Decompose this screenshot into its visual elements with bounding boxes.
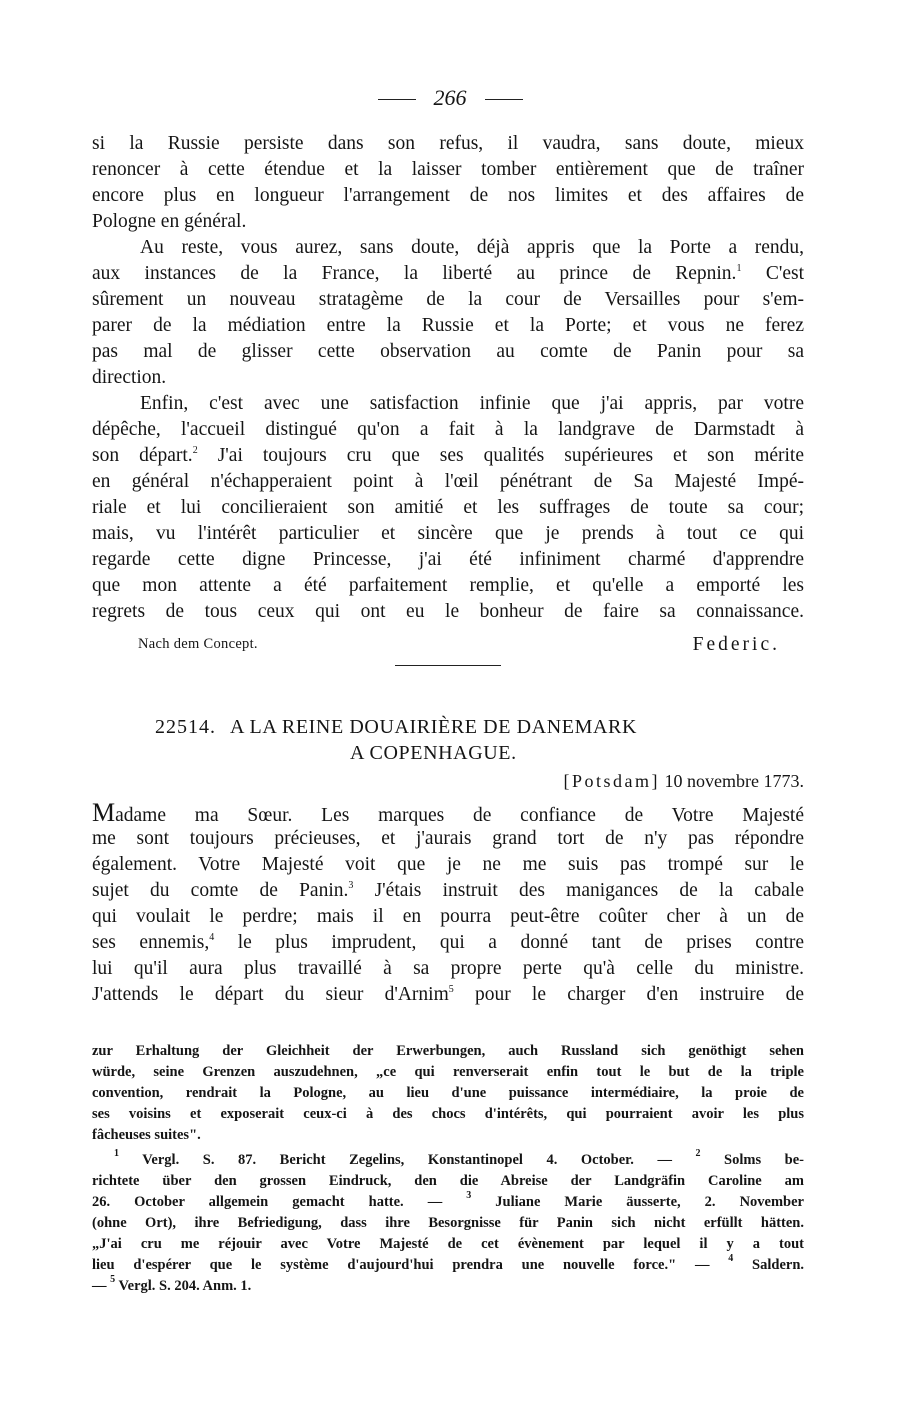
note-line <box>92 1150 804 1171</box>
text-line <box>92 982 804 1008</box>
text-span: son départ. <box>92 445 193 466</box>
text-line: que mon attente a été parfaitement remplie, et qu'elle a emporté les <box>92 575 804 596</box>
dateline-place: [Potsdam] <box>563 771 661 791</box>
footnote-mark: 5 <box>448 984 454 995</box>
footnote-mark: 4 <box>209 932 215 943</box>
initial-letter: M <box>92 798 116 827</box>
footnote-number: 4 <box>728 1253 734 1264</box>
text-line <box>92 261 804 287</box>
text-span: le plus imprudent, qui a donné tant de prises contre <box>237 932 804 953</box>
text-line: mais, vu l'intérêt particulier et sincère que je prends à tout ce qui <box>92 523 804 544</box>
footnote-mark: 2 <box>192 445 198 456</box>
text-line: direction. <box>92 367 167 388</box>
text-line: pas mal de glisser cette observation au comte de Panin pour sa <box>92 341 804 362</box>
text-line: renoncer à cette étendue et la laisser tomber entièrement que de traîner <box>92 159 804 180</box>
text-span: Vergl. S. 204. Anm. 1. <box>118 1278 252 1294</box>
note-line <box>92 1255 804 1276</box>
signature: Federic. <box>692 634 780 655</box>
text-span: Vergl. S. 87. Bericht Zegelins, Konstantinopel 4. October. — <box>142 1152 672 1168</box>
text-line: regarde cette digne Princesse, j'ai été infiniment charmé d'apprendre <box>92 549 804 570</box>
text-line: qui voulait le perdre; mais il en pourra peut-être coûter cher à un de <box>92 906 804 927</box>
text-span: adame ma Sœur. Les marques de confiance de Votre Majesté <box>115 805 804 826</box>
text-span: J'ai toujours cru que ses qualités supérieures et son mérite <box>217 445 805 466</box>
note-line: (ohne Ort), ihre Befriedigung, dass ihre Besorgnisse für Panin sich nicht erfüllt hätten. <box>92 1215 804 1231</box>
footnotes <box>92 1150 804 1297</box>
page-number-dash-left <box>378 99 416 100</box>
letter-body <box>92 800 804 1008</box>
note-line: zur Erhaltung der Gleichheit der Erwerbungen, auch Russland sich genöthigt sehen <box>92 1043 804 1059</box>
text-line: lui qu'il aura plus travaillé à sa propre perte qu'à celle du ministre. <box>92 958 804 979</box>
dateline-date: 10 novembre 1773. <box>664 771 804 791</box>
concept-note: Nach dem Concept. <box>138 636 258 652</box>
text-span: J'étais instruit des manigances de la cabale <box>374 880 804 901</box>
text-line: Au reste, vous aurez, sans doute, déjà appris que la Porte a rendu, <box>140 237 804 258</box>
text-span: Solms be- <box>724 1152 804 1168</box>
text-line <box>92 443 804 469</box>
text-span: aux instances de la France, la liberté au prince de Repnin. <box>92 263 737 284</box>
text-span: — <box>92 1278 107 1294</box>
page-number-text: 266 <box>433 85 467 110</box>
text-line <box>92 800 804 826</box>
text-span: Juliane Marie äusserte, 2. November <box>495 1194 804 1210</box>
footnote-block-continued <box>92 1041 804 1146</box>
text-line: Pologne en général. <box>92 211 247 232</box>
signature-row <box>138 634 780 658</box>
text-span: ses ennemis, <box>92 932 210 953</box>
text-line: dépêche, l'accueil distingué qu'on a fait à la landgrave de Darmstadt à <box>92 419 804 440</box>
note-line: richtete über den grossen Eindruck, den die Abreise der Landgräfin Caroline am <box>92 1173 804 1189</box>
dateline <box>564 771 804 792</box>
text-line: Enfin, c'est avec une satisfaction infinie que j'ai appris, par votre <box>140 393 804 414</box>
text-line: riale et lui concilieraient son amitié et les suffrages de toute sa cour; <box>92 497 804 518</box>
text-span: 26. October allgemein gemacht hatte. — <box>92 1194 443 1210</box>
text-line: parer de la médiation entre la Russie et la Porte; et vous ne ferez <box>92 315 804 336</box>
footnote-number: 2 <box>695 1148 701 1159</box>
footnote-number: 5 <box>110 1274 116 1285</box>
section-divider <box>395 665 501 666</box>
letter-body-continued <box>92 131 804 625</box>
note-line: „J'ai cru me réjouir avec Votre Majesté de cet évènement par lequel il y a tout <box>92 1236 804 1252</box>
text-line: également. Votre Majesté voit que je ne me suis pas trompé sur le <box>92 854 804 875</box>
text-line: me sont toujours précieuses, et j'aurais grand tort de n'y pas répondre <box>92 828 804 849</box>
page-number-dash-right <box>485 99 523 100</box>
text-span: C'est <box>765 263 805 284</box>
text-line: en général n'échapperaient point à l'œil pénétrant de Sa Majesté Impé- <box>92 471 804 492</box>
page-number <box>0 84 900 112</box>
footnote-mark: 3 <box>348 880 354 891</box>
letter-heading <box>155 716 795 739</box>
text-span: Saldern. <box>752 1257 805 1273</box>
footnote-number: 3 <box>466 1190 472 1201</box>
note-line: ses voisins et exposerait ceux-ci à des chocs d'intérêts, qui pourraient avoir les plus <box>92 1106 804 1122</box>
letter-heading-location: A COPENHAGUE. <box>350 742 517 764</box>
note-line: würde, seine Grenzen auszudehnen, „ce qui renverserait enfin tout le but de la triple <box>92 1064 804 1080</box>
letter-number: 22514. <box>155 716 216 738</box>
note-line <box>92 1192 804 1213</box>
note-line <box>92 1276 804 1297</box>
text-line: encore plus en longueur l'arrangement de nos limites et des affaires de <box>92 185 804 206</box>
text-line: regrets de tous ceux qui ont eu le bonheur de faire sa connaissance. <box>92 601 804 622</box>
text-line <box>92 930 804 956</box>
text-span: lieu d'espérer que le système d'aujourd'hui prendra une nouvelle force." — <box>92 1257 710 1273</box>
footnote-number: 1 <box>114 1148 119 1159</box>
footnote-mark: 1 <box>736 263 742 274</box>
note-line: fâcheuses suites". <box>92 1127 201 1143</box>
note-line: convention, rendrait la Pologne, au lieu d'une puissance intermédiaire, la proie de <box>92 1085 804 1101</box>
text-span: J'attends le départ du sieur d'Arnim <box>92 984 449 1005</box>
text-line <box>92 878 804 904</box>
text-line: sûrement un nouveau stratagème de la cour de Versailles pour s'em- <box>92 289 804 310</box>
text-span: pour le charger d'en instruire de <box>474 984 805 1005</box>
letter-recipient: A LA REINE DOUAIRIÈRE DE DANEMARK <box>230 716 637 738</box>
text-line: si la Russie persiste dans son refus, il vaudra, sans doute, mieux <box>92 133 804 154</box>
text-span: sujet du comte de Panin. <box>92 880 349 901</box>
